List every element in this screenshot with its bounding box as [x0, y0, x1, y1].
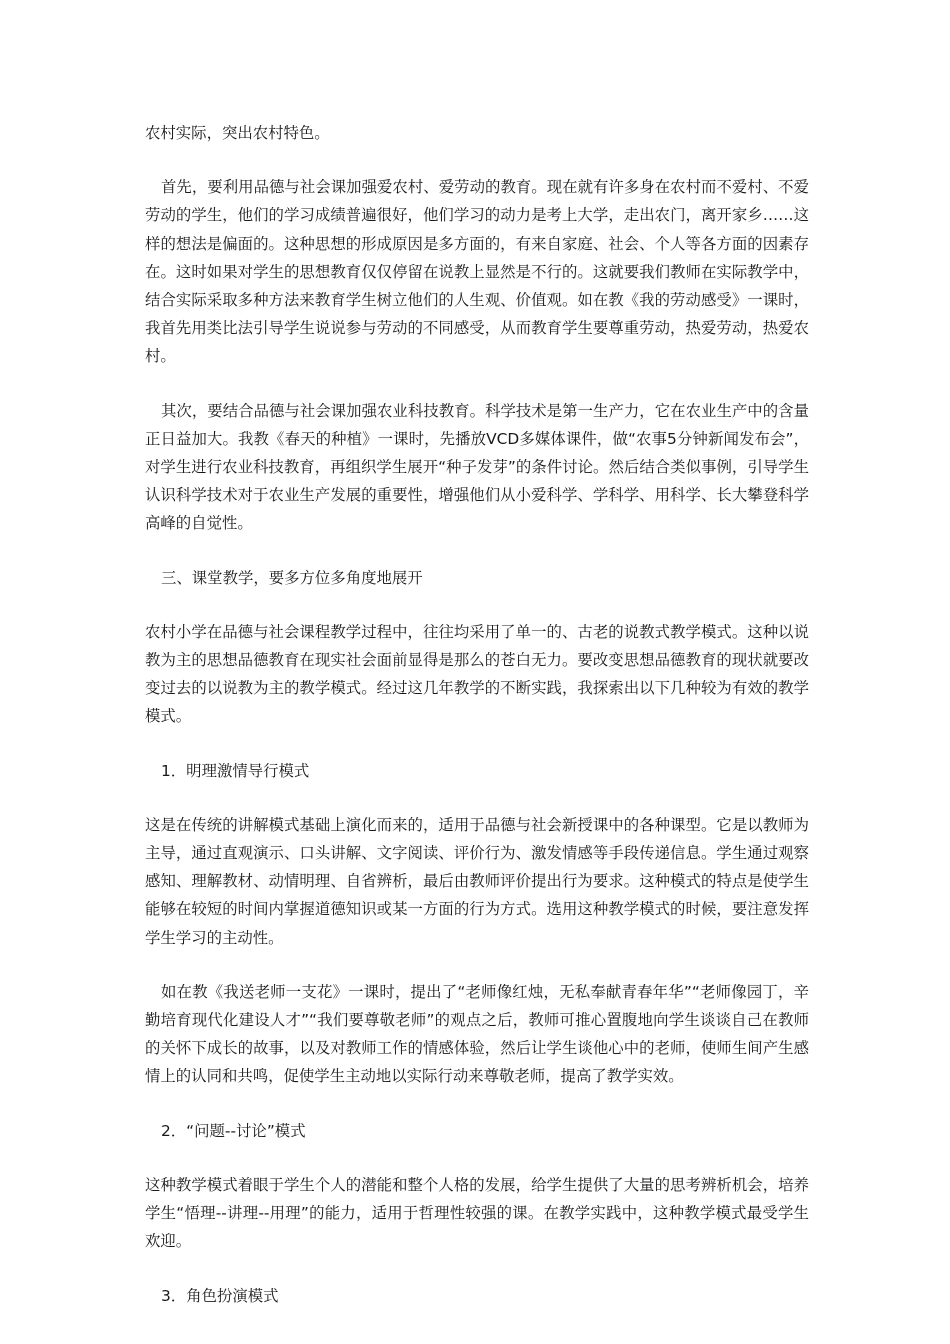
section-heading: 三、课堂教学，要多方位多角度地展开: [161, 568, 423, 587]
subsection-heading: 3．角色扮演模式: [161, 1286, 279, 1305]
paragraph: 首先，要利用品德与社会课加强爱农村、爱劳动的教育。现在就有许多身在农村而不爱村、不爱劳动的学生，他们的学习成绩普遍很好，他们学习的动力是考上大学，走出农门，离开家乡……这样的想法是偏面的。这种思想的形成原因是多方面的，有来自家庭、社会、个人等各方面的因素存在。这时如果对学生的思想教育仅仅停留在说教上显然是不行的。这就要我们教师在实际教学中，结合实际采取多种方法来教育学生树立他们的人生观、价值观。如在教《我的劳动感受》一课时，我首先用类比法引导学生说说参与劳动的不同感受，从而教育学生要尊重劳动，热爱劳动，热爱农村。: [145, 178, 809, 366]
subsection-heading: 2．“问题--讨论”模式: [161, 1121, 306, 1140]
document-body: [145, 119, 809, 1336]
paragraph: 农村小学在品德与社会课程教学过程中，往往均采用了单一的、古老的说教式教学模式。这种以说教为主的思想品德教育在现实社会面前显得是那么的苍白无力。要改变思想品德教育的现状就要改变过去的以说教为主的教学模式。经过这几年教学的不断实践，我探索出以下几种较为有效的教学模式。: [145, 622, 809, 726]
paragraph: 这是在传统的讲解模式基础上演化而来的，适用于品德与社会新授课中的各种课型。它是以教师为主导，通过直观演示、口头讲解、文字阅读、评价行为、激发情感等手段传递信息。学生通过观察感知、理解教材、动情明理、自省辨析，最后由教师评价提出行为要求。这种模式的特点是使学生能够在较短的时间内掌握道德知识或某一方面的行为方式。选用这种教学模式的时候，要注意发挥学生学习的主动性。: [145, 815, 809, 947]
subsection-heading: 1．明理激情导行模式: [161, 761, 310, 780]
paragraph: 其次，要结合品德与社会课加强农业科技教育。科学技术是第一生产力，它在农业生产中的含量正日益加大。我教《春天的种植》一课时，先播放VCD多媒体课件，做“农事5分钟新闻发布会”，对学生进行农业科技教育，再组织学生展开“种子发芽”的条件讨论。然后结合类似事例，引导学生认识科学技术对于农业生产发展的重要性，增强他们从小爱科学、学科学、用科学、长大攀登科学高峰的自觉性。: [145, 401, 809, 533]
paragraph: 农村实际，突出农村特色。: [145, 124, 330, 142]
paragraph: 如在教《我送老师一支花》一课时，提出了“老师像红烛，无私奉献青春年华”“老师像园丁，辛勤培育现代化建设人才”“我们要尊敬老师”的观点之后，教师可推心置腹地向学生谈谈自己在教师的关怀下成长的故事，以及对教师工作的情感体验，然后让学生谈他心中的老师，使师生间产生感情上的认同和共鸣，促使学生主动地以实际行动来尊敬老师，提高了教学实效。: [145, 982, 809, 1086]
paragraph: 这种教学模式着眼于学生个人的潜能和整个人格的发展，给学生提供了大量的思考辨析机会，培养学生“悟理--讲理--用理”的能力，适用于哲理性较强的课。在教学实践中，这种教学模式最受学生欢迎。: [145, 1175, 809, 1251]
